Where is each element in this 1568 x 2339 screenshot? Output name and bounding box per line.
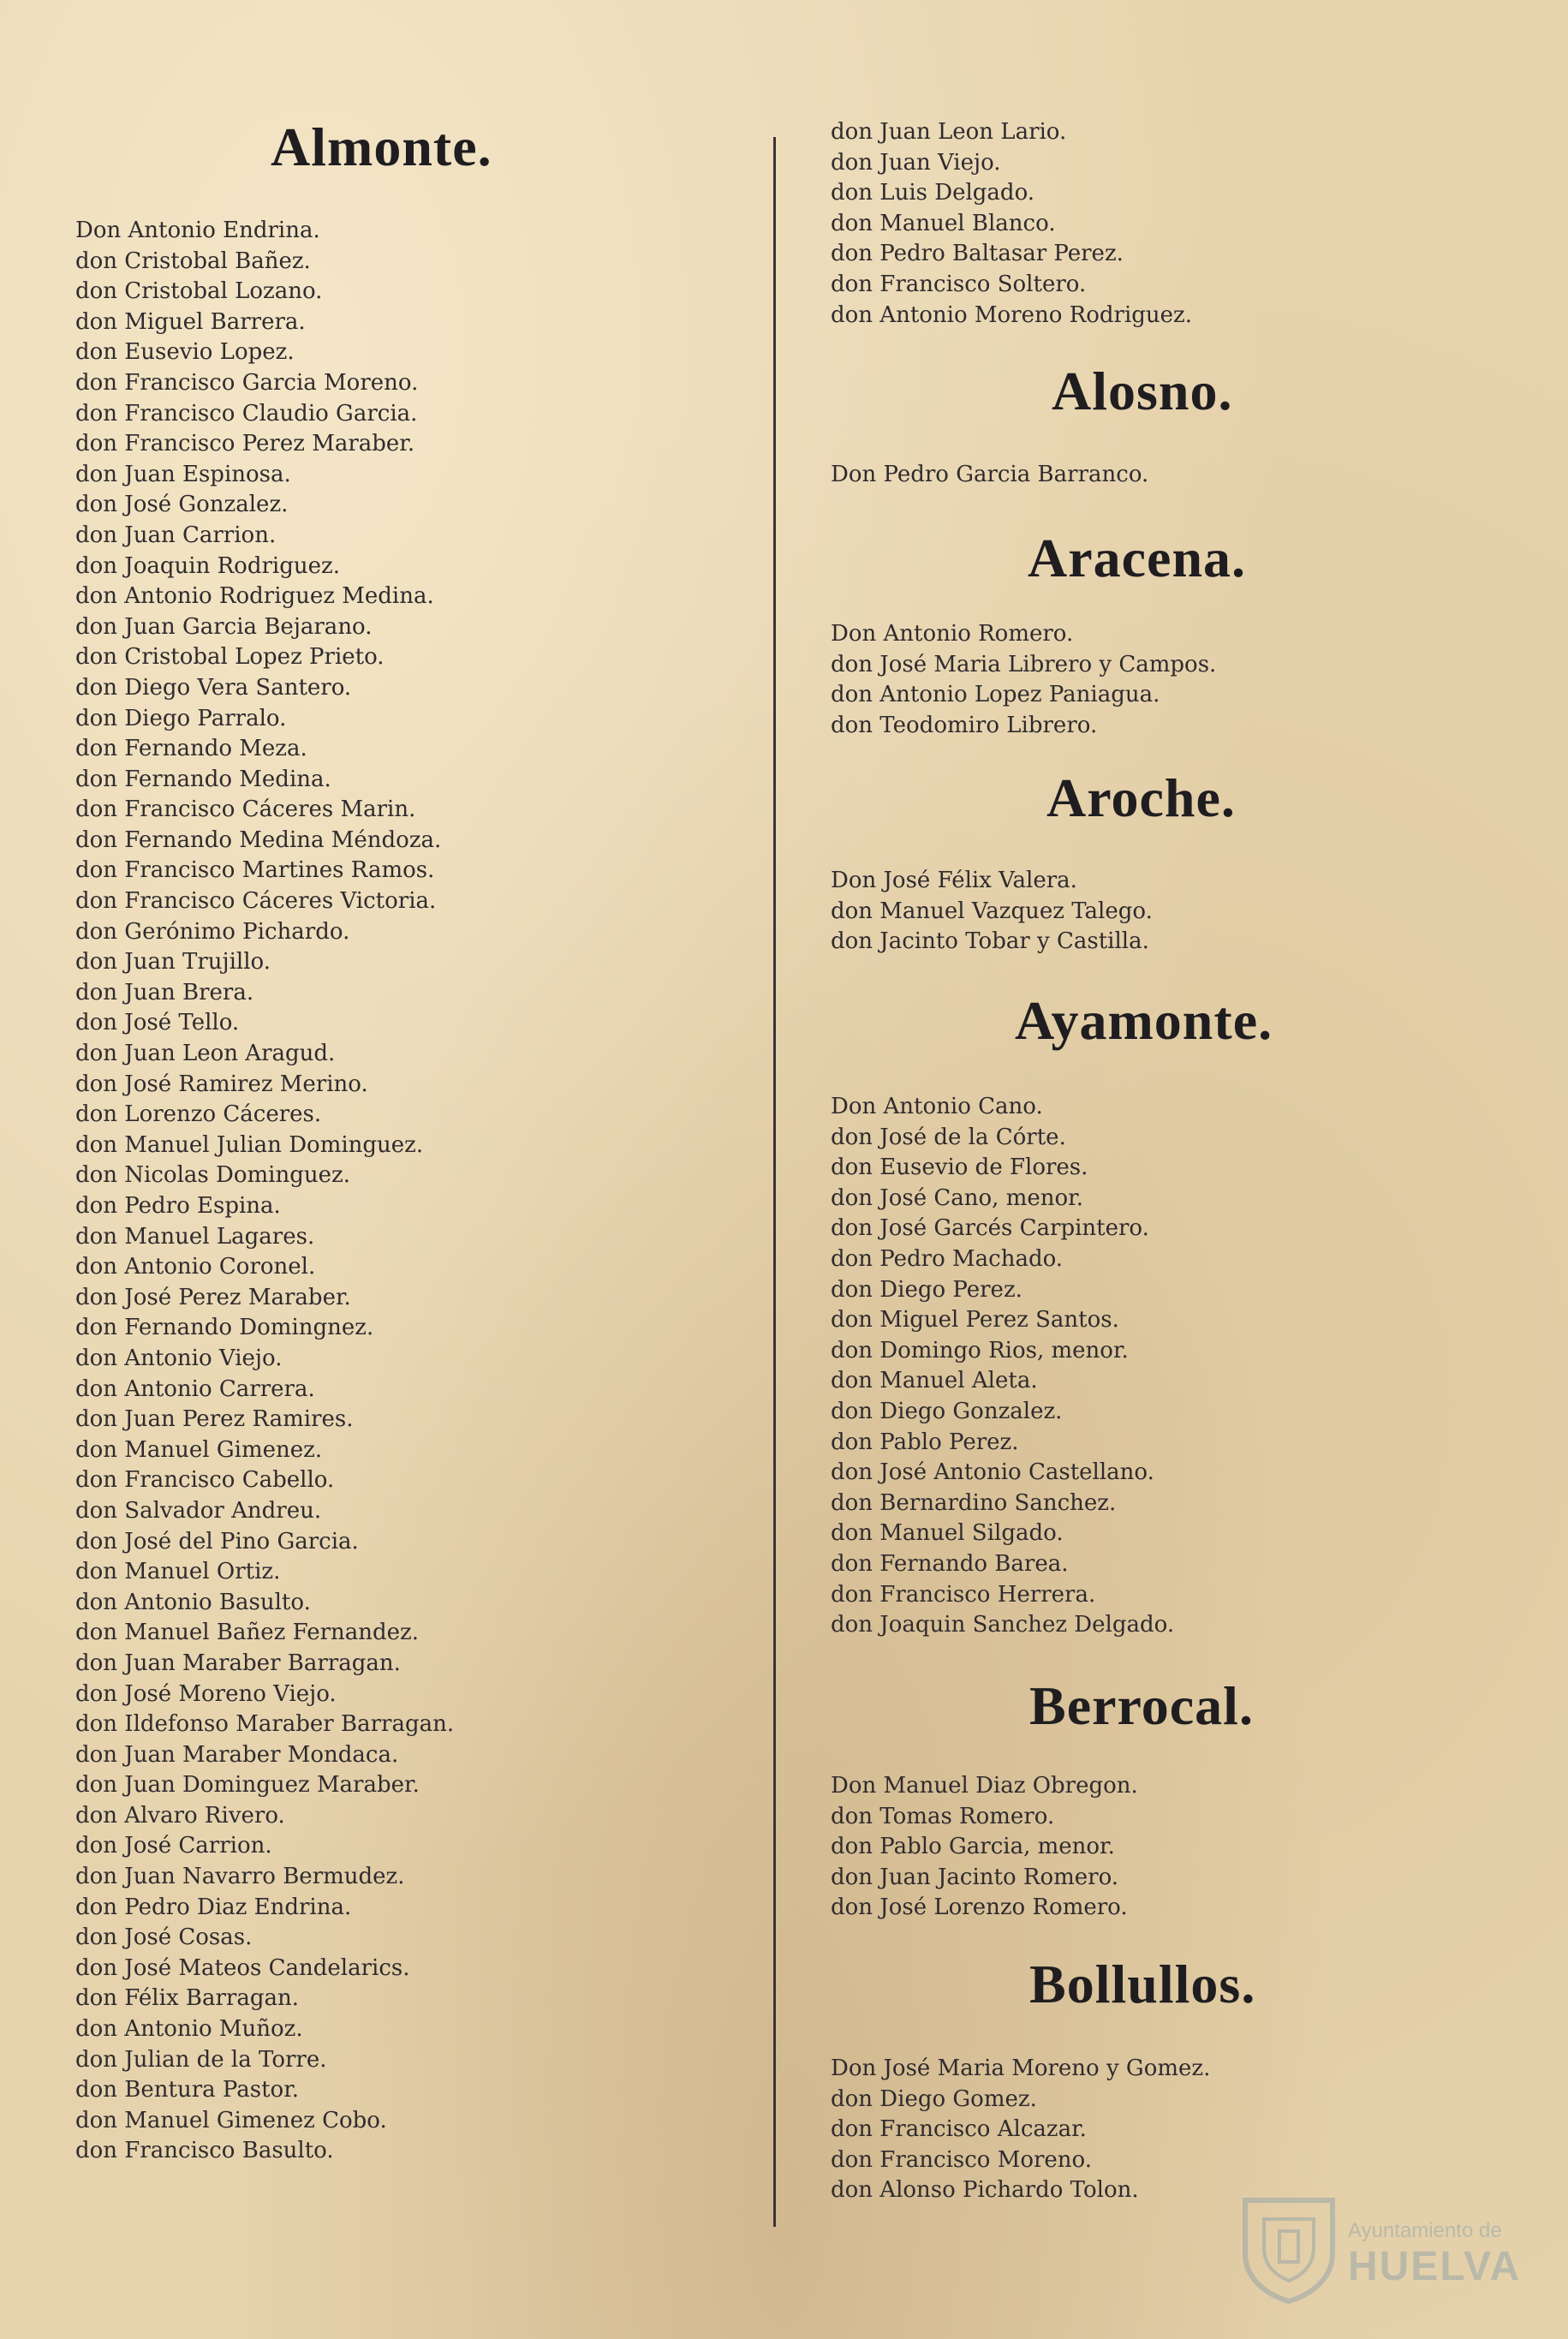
name-list (831, 117, 1192, 331)
name-entry: don Manuel Aleta. (831, 1368, 1038, 1394)
name-entry: don Manuel Lagares. (75, 1223, 315, 1250)
name-entry: don Manuel Julian Dominguez. (75, 1131, 424, 1158)
name-entry: don Francisco Basulto. (75, 2138, 334, 2164)
archive-watermark (1238, 2193, 1521, 2305)
town-title: Almonte. (271, 116, 492, 177)
name-entry: don Francisco Moreno. (831, 2146, 1093, 2173)
name-entry: don José del Pino Garcia. (75, 1528, 359, 1554)
name-entry: don Joaquin Rodriguez. (75, 552, 340, 579)
town-title: Berrocal. (1029, 1675, 1254, 1736)
name-entry: don Miguel Perez Santos. (831, 1307, 1119, 1334)
name-entry: don Juan Navarro Bermudez. (75, 1864, 405, 1890)
name-entry: don Antonio Coronel. (75, 1254, 316, 1280)
name-entry: don José Maria Librero y Campos. (831, 651, 1217, 677)
name-entry: don Tomas Romero. (831, 1803, 1055, 1829)
name-entry: don Antonio Carrera. (75, 1375, 315, 1402)
name-entry: don Gerónimo Pichardo. (75, 918, 350, 945)
name-entry: don Manuel Vazquez Talego. (831, 898, 1153, 924)
name-entry: don Juan Garcia Bejarano. (75, 613, 373, 640)
name-entry: don Lorenzo Cáceres. (75, 1101, 322, 1128)
name-entry: don Fernando Meza. (75, 736, 307, 762)
name-entry: don Manuel Bañez Fernandez. (75, 1620, 420, 1646)
name-entry: don Juan Dominguez Maraber. (75, 1772, 420, 1799)
name-entry: don Juan Maraber Mondaca. (75, 1741, 399, 1768)
name-entry: don Manuel Silgado. (831, 1520, 1064, 1547)
name-entry: Don Pedro Garcia Barranco. (831, 462, 1149, 487)
name-entry: don Francisco Martines Ramos. (75, 857, 435, 884)
name-entry: don Miguel Barrera. (75, 308, 306, 335)
name-entry: don Manuel Gimenez. (75, 1436, 323, 1463)
name-entry: Don José Maria Moreno y Gomez. (831, 2056, 1211, 2081)
name-entry: don Nicolas Dominguez. (75, 1162, 350, 1189)
town-title: Bollullos. (1029, 1954, 1256, 2014)
name-list (831, 1771, 1138, 1924)
name-entry: don Juan Leon Aragud. (75, 1041, 336, 1067)
name-entry: don Manuel Gimenez Cobo. (75, 2107, 387, 2133)
name-list (75, 216, 454, 2167)
name-entry: don Julian de la Torre. (75, 2046, 327, 2073)
name-entry: don Cristobal Lozano. (75, 278, 323, 305)
name-entry: don Juan Carrion. (75, 522, 277, 548)
watermark-line1: Ayuntamiento de (1348, 2219, 1502, 2242)
name-entry: don José Tello. (75, 1010, 240, 1036)
name-entry: don Manuel Ortiz. (75, 1559, 281, 1585)
name-entry: don Pedro Machado. (831, 1245, 1064, 1272)
name-entry: don Francisco Cáceres Marin. (75, 797, 416, 823)
name-entry: don Cristobal Bañez. (75, 248, 311, 274)
name-entry: don Cristobal Lopez Prieto. (75, 644, 385, 671)
shield-icon (1238, 2193, 1339, 2305)
name-entry: don Alonso Pichardo Tolon. (831, 2177, 1139, 2204)
name-entry: don Pablo Garcia, menor. (831, 1834, 1115, 1860)
name-entry: don Antonio Rodriguez Medina. (75, 583, 434, 610)
name-entry: don Domingo Rios, menor. (831, 1337, 1129, 1363)
name-entry: don Francisco Cáceres Victoria. (75, 888, 437, 915)
name-entry: don Antonio Basulto. (75, 1589, 311, 1615)
name-entry: Don Antonio Cano. (831, 1094, 1043, 1119)
name-entry: don Joaquin Sanchez Delgado. (831, 1612, 1175, 1638)
name-entry: don Diego Gomez. (831, 2085, 1037, 2112)
name-entry: don Francisco Soltero. (831, 271, 1087, 297)
name-entry: don Fernando Domingnez. (75, 1315, 374, 1341)
name-entry: don Francisco Herrera. (831, 1581, 1096, 1608)
name-entry: don Antonio Viejo. (75, 1345, 283, 1371)
town-title: Aroche. (1046, 767, 1236, 828)
name-entry: don José Cosas. (75, 1924, 253, 1951)
name-entry: don José de la Córte. (831, 1124, 1066, 1150)
name-entry: don Juan Maraber Barragan. (75, 1650, 401, 1676)
name-entry: don Eusevio Lopez. (75, 339, 295, 366)
name-entry: don José Moreno Viejo. (75, 1680, 337, 1707)
name-entry: don José Cano, menor. (831, 1184, 1083, 1211)
name-entry: don Francisco Perez Maraber. (75, 431, 415, 457)
name-entry: Don José Félix Valera. (831, 868, 1077, 893)
column-divider (773, 137, 776, 2227)
name-entry: don José Mateos Candelarics. (75, 1954, 410, 1981)
name-entry: don Pedro Espina. (75, 1193, 281, 1219)
name-entry: don Fernando Barea. (831, 1550, 1069, 1577)
name-list (831, 460, 1148, 491)
name-entry: don Francisco Garcia Moreno. (75, 369, 419, 396)
name-entry: don Juan Viejo. (831, 149, 1001, 176)
name-entry: don Salvador Andreu. (75, 1497, 322, 1524)
name-entry: don Juan Jacinto Romero. (831, 1864, 1119, 1890)
name-entry: don Juan Leon Lario. (831, 119, 1067, 145)
name-list (831, 619, 1216, 741)
name-entry: don José Gonzalez. (75, 492, 289, 518)
name-entry: don Bernardino Sanchez. (831, 1489, 1117, 1516)
name-entry: don Francisco Cabello. (75, 1467, 335, 1494)
name-entry: don Alvaro Rivero. (75, 1802, 285, 1829)
name-entry: don José Ramirez Merino. (75, 1071, 368, 1097)
watermark-line2: HUELVA (1348, 2244, 1522, 2289)
name-entry: don Francisco Claudio Garcia. (75, 400, 418, 427)
name-list (831, 1092, 1174, 1641)
name-entry: don José Lorenzo Romero. (831, 1894, 1128, 1921)
town-title: Alosno. (1052, 361, 1233, 421)
name-entry: don Eusevio de Flores. (831, 1155, 1088, 1181)
name-entry: don Teodomiro Librero. (831, 712, 1098, 738)
name-entry: don Ildefonso Maraber Barragan. (75, 1711, 455, 1738)
name-entry: don Diego Perez. (831, 1276, 1022, 1303)
town-title: Aracena. (1028, 528, 1247, 588)
name-entry: don José Antonio Castellano. (831, 1459, 1154, 1486)
name-entry: Don Antonio Endrina. (75, 218, 320, 243)
name-entry: Don Manuel Diaz Obregon. (831, 1773, 1138, 1799)
name-entry: Don Antonio Romero. (831, 621, 1074, 647)
name-entry: don José Garcés Carpintero. (831, 1215, 1149, 1242)
name-entry: don Manuel Blanco. (831, 210, 1056, 236)
name-entry: don Jacinto Tobar y Castilla. (831, 928, 1149, 955)
name-entry: don Antonio Muñoz. (75, 2016, 303, 2043)
name-entry: don Luis Delgado. (831, 180, 1035, 206)
name-list (831, 2054, 1210, 2206)
name-list (831, 866, 1153, 958)
name-entry: don Diego Gonzalez. (831, 1398, 1063, 1424)
name-entry: don José Carrion. (75, 1833, 272, 1859)
name-entry: don Fernando Medina Méndoza. (75, 826, 442, 853)
name-entry: don Félix Barragan. (75, 1985, 299, 2012)
name-entry: don Bentura Pastor. (75, 2077, 300, 2103)
name-entry: don Juan Perez Ramires. (75, 1406, 354, 1433)
name-entry: don Diego Parralo. (75, 705, 287, 731)
name-entry: don Antonio Moreno Rodriguez. (831, 301, 1193, 328)
name-entry: don Juan Brera. (75, 979, 254, 1005)
name-entry: don Antonio Lopez Paniagua. (831, 682, 1160, 708)
name-entry: don Diego Vera Santero. (75, 674, 352, 701)
name-entry: don Fernando Medina. (75, 766, 331, 792)
name-entry: don Juan Espinosa. (75, 461, 291, 487)
name-entry: don José Perez Maraber. (75, 1284, 351, 1310)
name-entry: don Pablo Perez. (831, 1429, 1019, 1455)
town-title: Ayamonte. (1015, 990, 1273, 1051)
name-entry: don Francisco Alcazar. (831, 2116, 1087, 2143)
name-entry: don Pedro Diaz Endrina. (75, 1894, 352, 1920)
name-entry: don Juan Trujillo. (75, 949, 271, 976)
name-entry: don Pedro Baltasar Perez. (831, 241, 1124, 267)
